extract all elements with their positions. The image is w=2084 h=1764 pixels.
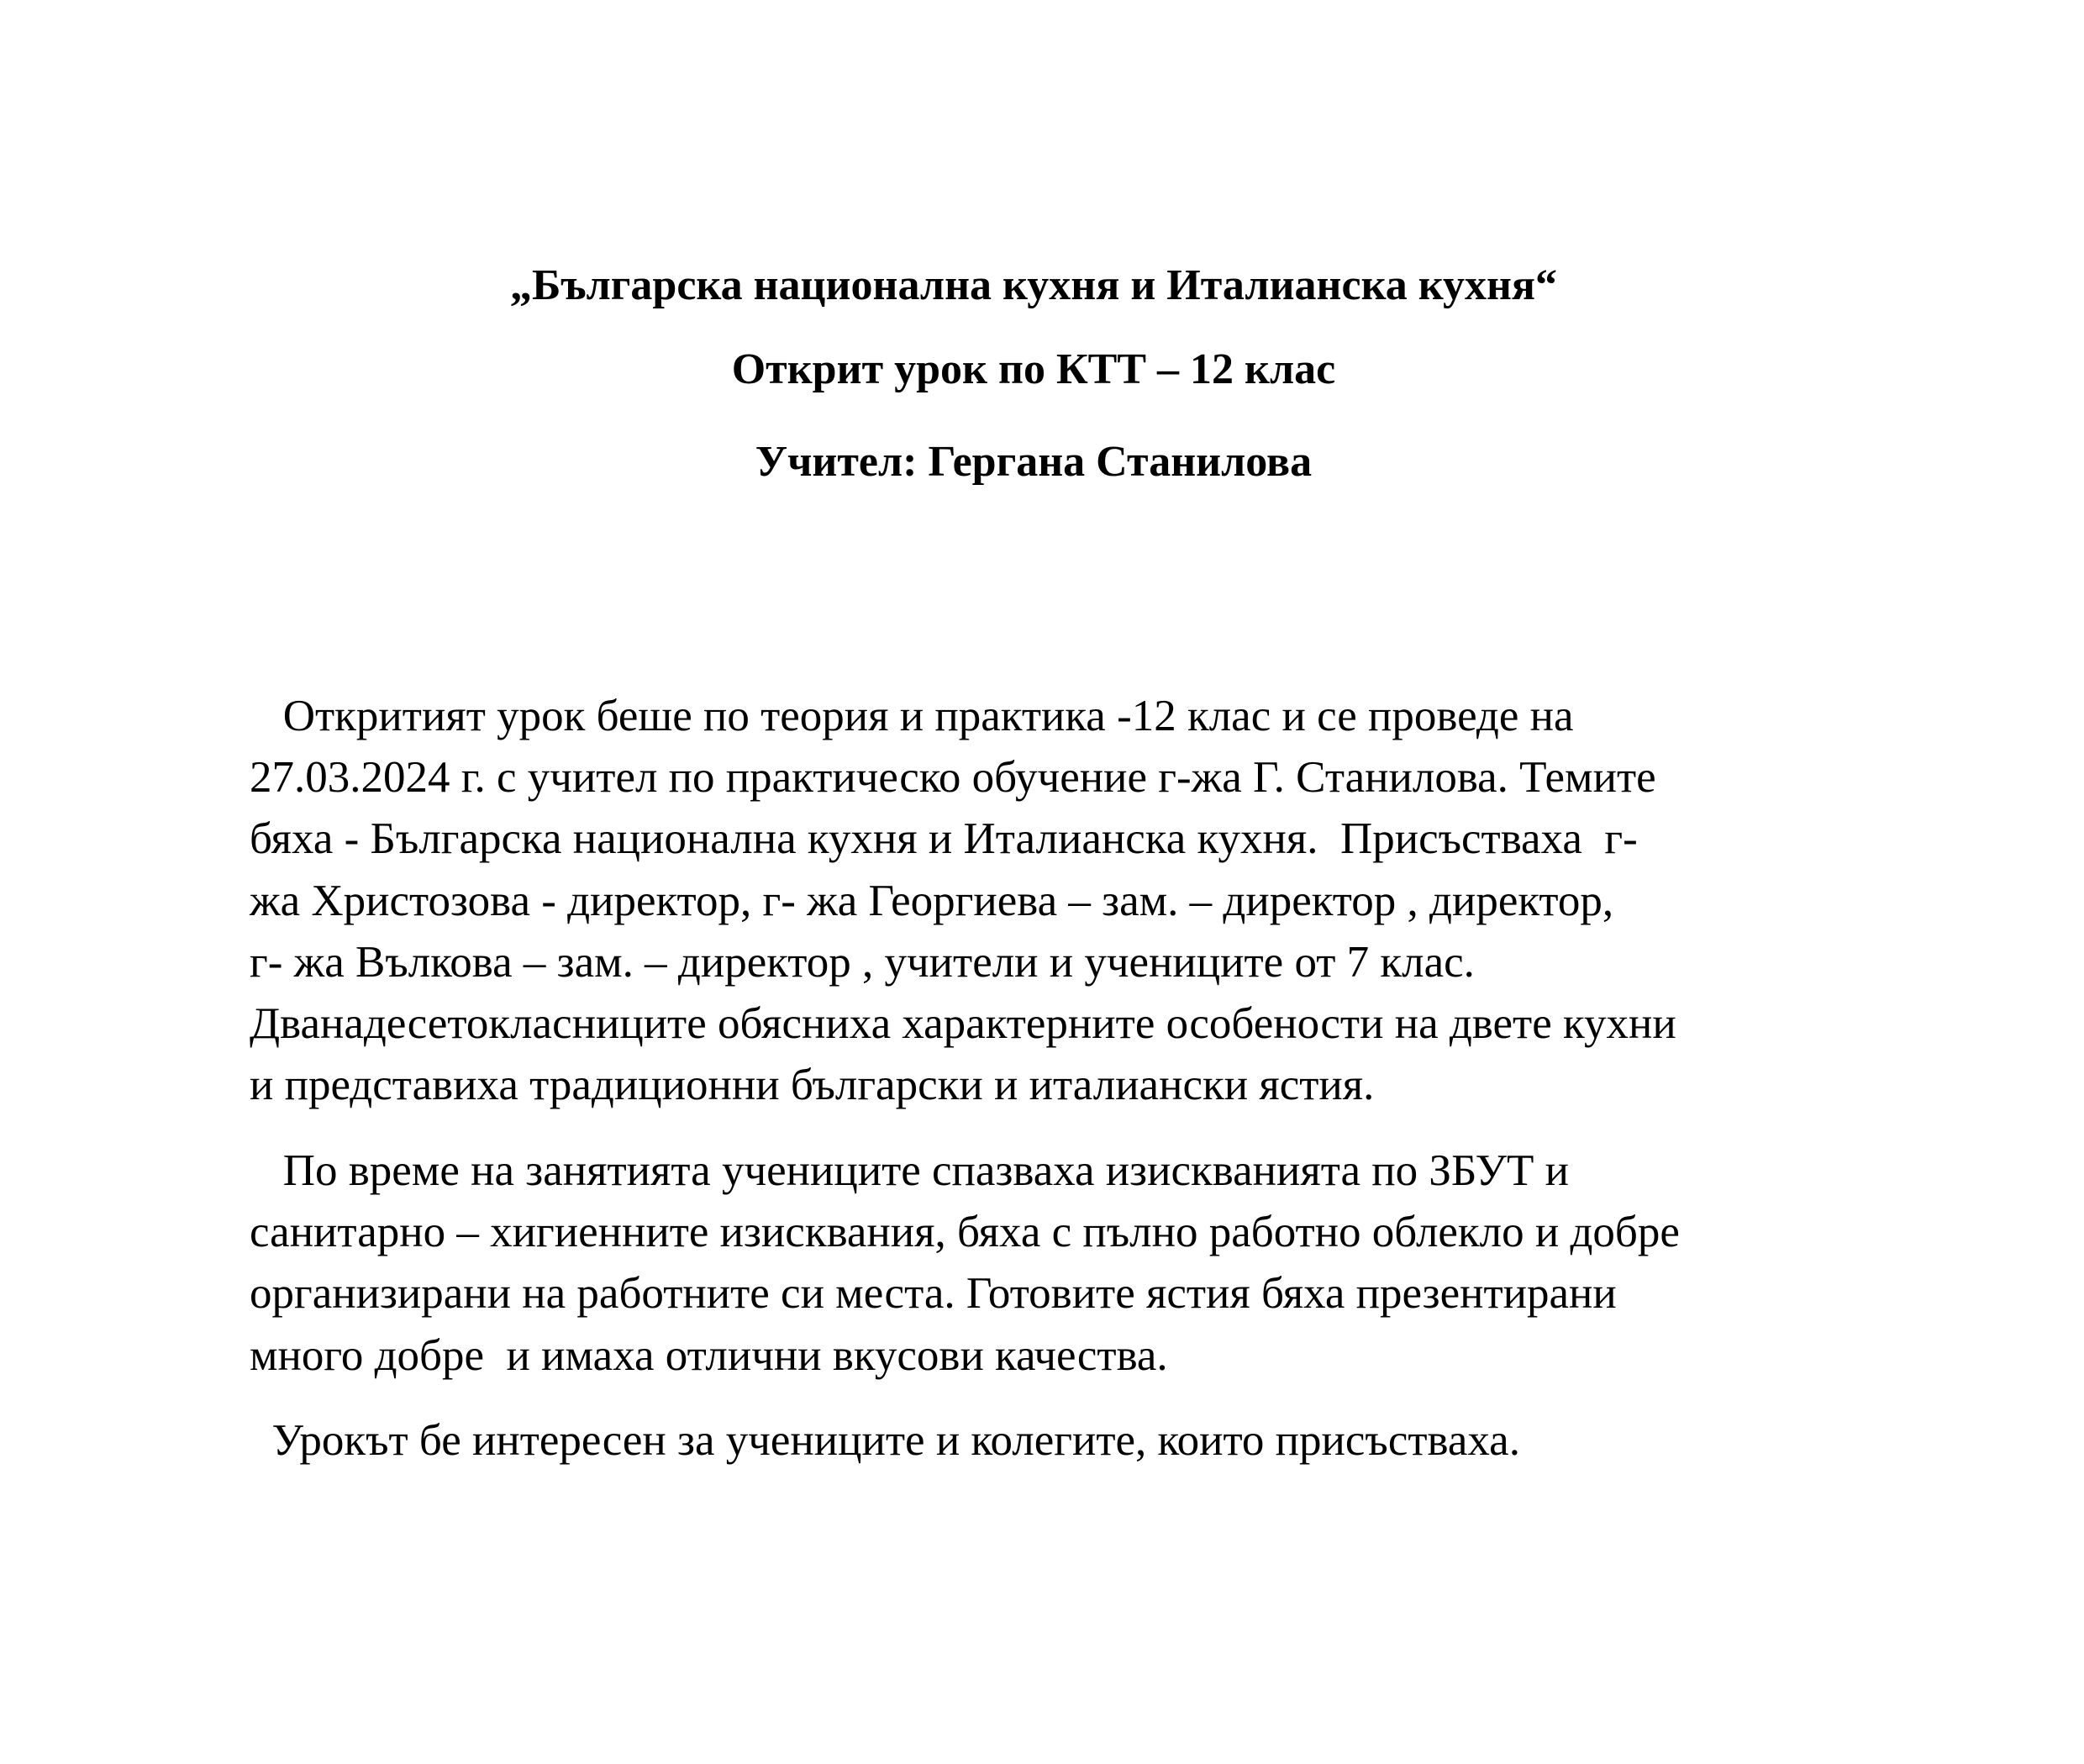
paragraph-line: много добре и имаха отлични вкусови качества. xyxy=(250,1331,1168,1380)
paragraph-line: организирани на работните си места. Готовите ястия бяха презентирани xyxy=(250,1269,1617,1318)
document-subtitle: Открит урок по КТТ – 12 клас xyxy=(731,345,1336,393)
paragraph-line: Откритият урок беше по теория и практика -12 клас и се проведе на xyxy=(250,692,1574,740)
paragraph-line: Дванадесетокласниците обясниха характерните особености на двете кухни xyxy=(250,999,1676,1048)
paragraph-line: Урокът бе интересен за учениците и колегите, които присъстваха. xyxy=(250,1416,1520,1465)
document-title: „Българска национална кухня и Италианска кухня“ xyxy=(509,261,1558,309)
paragraph-line: г- жа Вълкова – зам. – директор , учители и учениците от 7 клас. xyxy=(250,938,1475,987)
paragraph-line: 27.03.2024 г. с учител по практическо обучение г-жа Г. Станилова. Темите xyxy=(250,753,1656,802)
paragraph-line: и представиха традиционни български и италиански ястия. xyxy=(250,1061,1375,1109)
paragraph-line: жа Христозова - директор, г- жа Георгиева – зам. – директор , директор, xyxy=(250,877,1614,925)
teacher-line: Учител: Гергана Станилова xyxy=(755,438,1313,486)
paragraph-line: бяха - Българска национална кухня и Италианска кухня. Присъстваха г- xyxy=(250,814,1638,863)
paragraph-line: санитарно – хигиенните изисквания, бяха с пълно работно облекло и добре xyxy=(250,1208,1680,1256)
paragraph-line: По време на занятията учениците спазваха изискванията по ЗБУТ и xyxy=(250,1146,1570,1195)
